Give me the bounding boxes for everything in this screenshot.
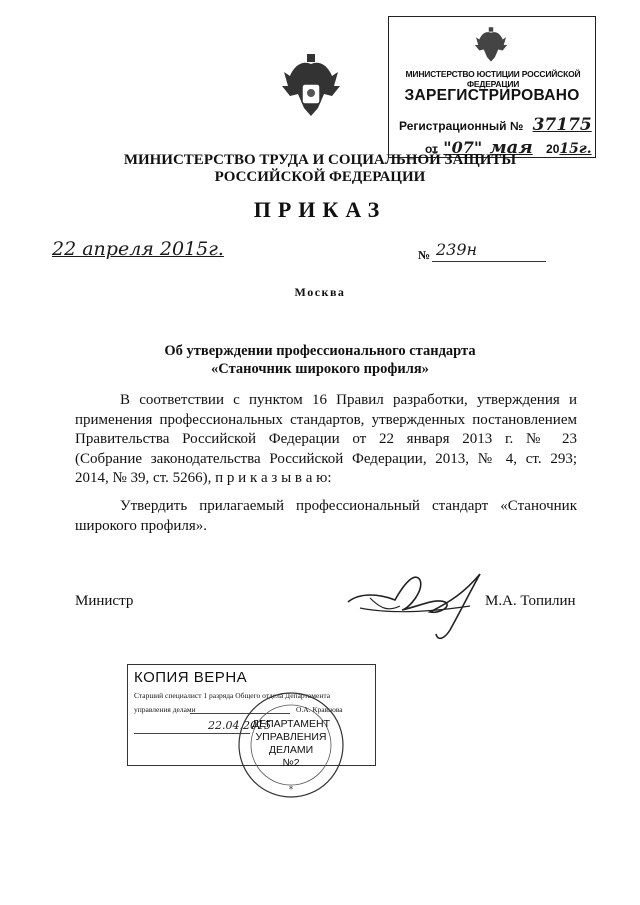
registration-number-label: Регистрационный № <box>399 119 524 133</box>
copy-stamp-line1: Старший специалист 1 разряда Общего отдела Департамента <box>134 691 331 700</box>
body-paragraph-1 <box>75 391 577 489</box>
body-line: В соответствии с пунктом 16 Правил разработки, утверждения и <box>120 392 577 408</box>
seal-line1: ДЕПАРТАМЕНТ <box>251 718 330 730</box>
registration-number: 37175 <box>532 115 592 135</box>
document-number-label: № <box>418 248 431 262</box>
body-paragraph-2 <box>75 497 577 536</box>
seal-line4: №2 <box>282 757 300 769</box>
registration-date-day: 07 <box>451 138 474 157</box>
registration-stamp: МИНИСТЕРСТВО ЮСТИЦИИ РОССИЙСКОЙ ФЕДЕРАЦИИ ЗАРЕГИСТРИРОВАНО Регистрационный № 37175 от "07" мая 2015г. <box>388 16 596 158</box>
coat-of-arms-small-icon <box>471 25 511 65</box>
registration-date-year-suffix: 15г. <box>559 141 592 157</box>
ministry-title-line1: МИНИСТЕРСТВО ТРУДА И СОЦИАЛЬНОЙ ЗАЩИТЫ <box>123 152 517 168</box>
document-date: 22 апреля 2015г. <box>52 238 224 260</box>
body-line: Утвердить прилагаемый профессиональный стандарт «Станочник <box>120 498 577 514</box>
registration-date-month: мая <box>489 137 533 158</box>
city: Москва <box>294 285 346 299</box>
subject-line2: «Станочник широкого профиля» <box>211 361 429 377</box>
copy-stamp-date: 22.04.2015 <box>208 719 271 732</box>
registration-date-prefix: от <box>425 142 438 156</box>
signer-position: Министр <box>75 593 134 609</box>
copy-stamp-line2-left: управления делами <box>134 705 196 714</box>
coat-of-arms-icon <box>280 50 342 122</box>
round-seal <box>230 690 352 800</box>
seal-line2: УПРАВЛЕНИЯ <box>255 731 327 743</box>
registration-status: ЗАРЕГИСТРИРОВАНО <box>404 87 580 104</box>
ministry-title-line2: РОССИЙСКОЙ ФЕДЕРАЦИИ <box>214 169 426 185</box>
signer-name: М.А. Топилин <box>485 593 576 609</box>
subject-line1: Об утверждении профессионального стандарта <box>164 343 476 359</box>
body-line: (Собрание законодательства Российской Федерации, 2013, № 4, ст. 293; <box>75 450 577 467</box>
document-type: ПРИКАЗ <box>253 197 387 222</box>
registration-ministry: МИНИСТЕРСТВО ЮСТИЦИИ РОССИЙСКОЙ ФЕДЕРАЦИИ <box>405 69 581 89</box>
document-number: 239н <box>436 240 478 259</box>
registration-date-year-prefix: 20 <box>546 142 560 156</box>
copy-stamp-title: КОПИЯ ВЕРНА <box>134 669 248 686</box>
copy-stamp-line2-right: О.А. Кравцова <box>296 705 343 714</box>
body-line: Правительства Российской Федерации от 22 января 2013 г. № 23 <box>75 431 577 447</box>
seal-line3: ДЕЛАМИ <box>268 744 314 756</box>
body-line: 2014, № 39, ст. 5266), п р и к а з ы в а ю: <box>75 470 332 486</box>
body-line: применения профессиональных стандартов, утвержденных постановлением <box>75 411 577 428</box>
document-number-underline <box>432 261 546 262</box>
svg-text:*: * <box>288 785 294 795</box>
body-line: широкого профиля». <box>75 517 208 534</box>
